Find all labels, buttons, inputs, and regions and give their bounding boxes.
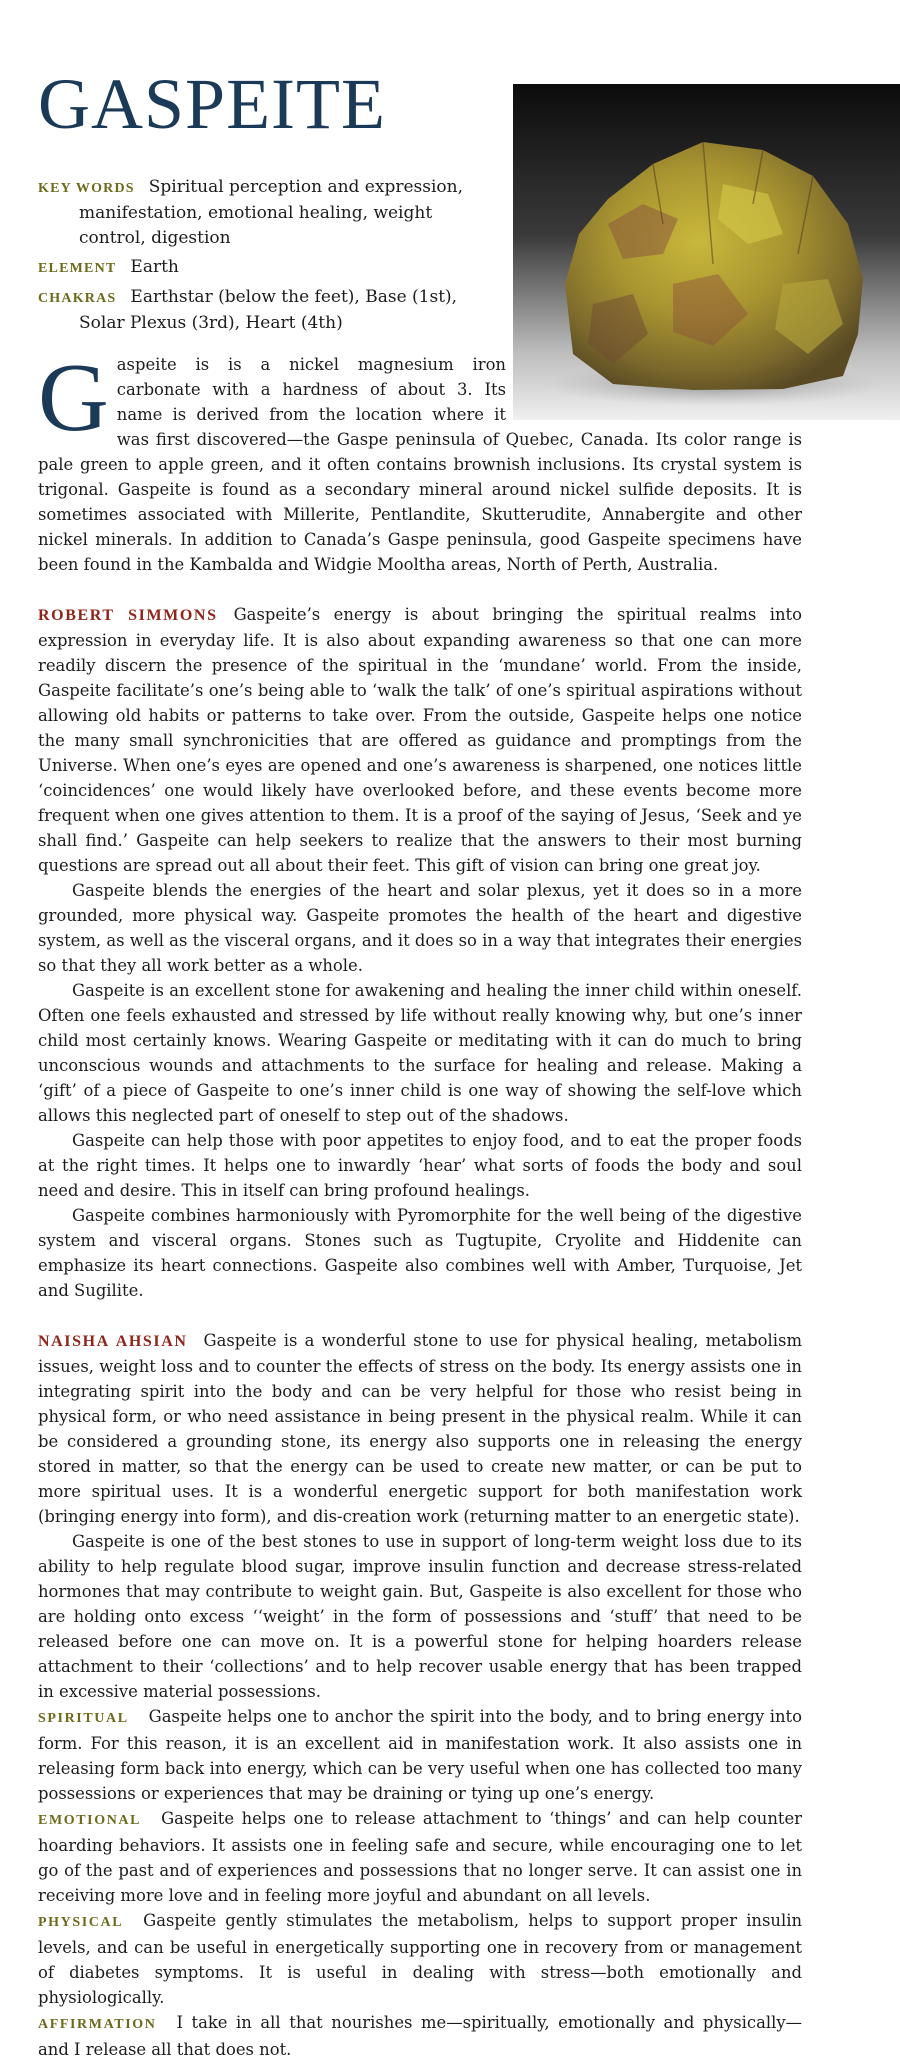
simmons-paragraph: Gaspeite is an excellent stone for awakening and healing the inner child within oneself. Often one feels exhausted and stressed by life without really knowing why, but one’s inner child most certainly knows. Wearing Gaspeite or meditating with it can do much to bring unconscious wounds and attachments to the surface for healing and release. Making a ‘gift’ of a piece of Gaspeite to one’s inner child is one way of showing the self-love which allows this neglected part of oneself to step out of the shadows. — [38, 981, 802, 1125]
simmons-paragraph: ROBERT SIMMONS Gaspeite’s energy is about bringing the spiritual realms into expression in everyday life. It is also about expanding awareness so that one can more readily discern the presence of the spiritual in the ‘mundane’ world. From the inside, Gaspeite facilitate’s one’s being able to ‘walk the talk’ of one’s spiritual aspirations without allowing old habits or patterns to take over. From the outside, Gaspeite helps one notice the many small synchronicities that are offered as guidance and promptings from the Universe. When one’s eyes are opened and one’s awareness is sharpened, one notices little ‘coincidences’ one would likely have overlooked before, and these events become more frequent when one gives attention to them. It is a proof of the saying of Jesus, ‘Seek and ye shall find.’ Gaspeite can help seekers to realize that the answers to their most burning questions are spread out all about their feet. This gift of vision can bring one great joy. — [38, 605, 802, 875]
intro-text: aspeite is is a nickel magnesium iron carbonate with a hardness of about 3. Its name is derived from the location where it was first discovered—the Gaspe peninsula of Quebec, Canada. Its color range is pale green to apple green, and it often contains brownish inclusions. Its crystal system is trigonal. Gaspeite is found as a secondary mineral around nickel sulfide deposits. It is sometimes associated with Millerite, Pentlandite, Skutterudite, Annabergite and other nickel minerals. In addition to Canada’s Gaspe peninsula, good Gaspeite specimens have been found in the Kambalda and Widgie Mooltha areas, North of Perth, Australia. — [38, 355, 802, 574]
author-robert-simmons: ROBERT SIMMONS — [38, 607, 218, 624]
ahsian-paragraph: NAISHA AHSIAN Gaspeite is a wonderful stone to use for physical healing, metabolism issues, weight loss and to counter the effects of stress on the body. Its energy assists one in integrating spirit into the body and can be very helpful for those who resist being in physical form, or who need assistance in being present in the physical realm. While it can be considered a grounding stone, its energy also supports one in releasing the energy stored in matter, so that the energy can be used to create new matter, or can be put to more spiritual uses. It is a wonderful energetic support for both manifestation work (bringing energy into form), and dis-creation work (returning matter to an energetic state). — [38, 1331, 802, 1526]
spiritual-label: SPIRITUAL — [38, 1711, 129, 1726]
simmons-paragraph: Gaspeite blends the energies of the heart and solar plexus, yet it does so in a more grounded, more physical way. Gaspeite promotes the health of the heart and digestive system, as well as the visceral organs, and it does so in a way that integrates their energies so that they all work better as a whole. — [38, 881, 802, 975]
simmons-paragraph: Gaspeite can help those with poor appetites to enjoy food, and to eat the proper foods at the right times. It helps one to inwardly ‘hear’ what sorts of foods the body and soul need and desire. This in itself can bring profound healings. — [38, 1131, 802, 1200]
drop-cap: G — [38, 344, 109, 452]
keywords-value: Spiritual perception and expression, manifestation, emotional healing, weight control, digestion — [79, 177, 463, 248]
section-affirmation: AFFIRMATION I take in all that nourishes me—spiritually, emotionally and physically—and I release all that does not. — [38, 2013, 802, 2059]
affirmation-label: AFFIRMATION — [38, 2017, 157, 2032]
element-row — [38, 255, 498, 281]
chakras-label: CHAKRAS — [38, 291, 117, 306]
chakras-row — [38, 285, 498, 336]
chakras-value: Earthstar (below the feet), Base (1st), Solar Plexus (3rd), Heart (4th) — [79, 287, 458, 333]
section-emotional: EMOTIONAL Gaspeite helps one to release attachment to ‘things’ and can help counter hoarding behaviors. It assists one in feeling safe and secure, while encouraging one to let go of the past and of experiences and possessions that no longer serve. It can assist one in receiving more love and in feeling more joyful and abundant on all levels. — [38, 1809, 802, 1905]
simmons-paragraph: Gaspeite combines harmoniously with Pyromorphite for the well being of the digestive system and visceral organs. Stones such as Tugtupite, Cryolite and Hiddenite can emphasize its heart connections. Gaspeite also combines well with Amber, Turquoise, Jet and Sugilite. — [38, 1206, 802, 1300]
emotional-label: EMOTIONAL — [38, 1813, 142, 1828]
ahsian-paragraph: Gaspeite is one of the best stones to use in support of long-term weight loss due to its ability to help regulate blood sugar, improve insulin function and decrease stress-related hormones that may contribute to weight gain. But, Gaspeite is also excellent for those who are holding onto excess ‘‘weight’ in the form of possessions and ‘stuff’ that need to be released before one can move on. It is a powerful stone for helping hoarders release attachment to their ‘collections’ and to help recover usable energy that has been trapped in excessive material possessions. — [38, 1532, 802, 1701]
element-label: ELEMENT — [38, 261, 117, 276]
photo-wrap-spacer — [506, 352, 802, 422]
keywords-row — [38, 175, 498, 251]
element-value: Earth — [130, 257, 179, 277]
physical-label: PHYSICAL — [38, 1915, 124, 1930]
section-physical: PHYSICAL Gaspeite gently stimulates the metabolism, helps to support proper insulin levels, and can be useful in energetically supporting one in recovery from or management of diabetes symptoms. It is useful in dealing with stress—both emotionally and physiologically. — [38, 1911, 802, 2007]
author-naisha-ahsian: NAISHA AHSIAN — [38, 1333, 188, 1350]
keywords-label: KEY WORDS — [38, 181, 135, 196]
key-facts — [38, 175, 498, 340]
section-spiritual: SPIRITUAL Gaspeite helps one to anchor the spirit into the body, and to bring energy into form. For this reason, it is an excellent aid in manifestation work. It also assists one in releasing form back into energy, which can be very useful when one has collected too many possessions or experiences that may be draining or tying up one’s energy. — [38, 1707, 802, 1803]
page-title: GASPEITE — [38, 64, 386, 144]
article-body — [38, 344, 802, 2062]
